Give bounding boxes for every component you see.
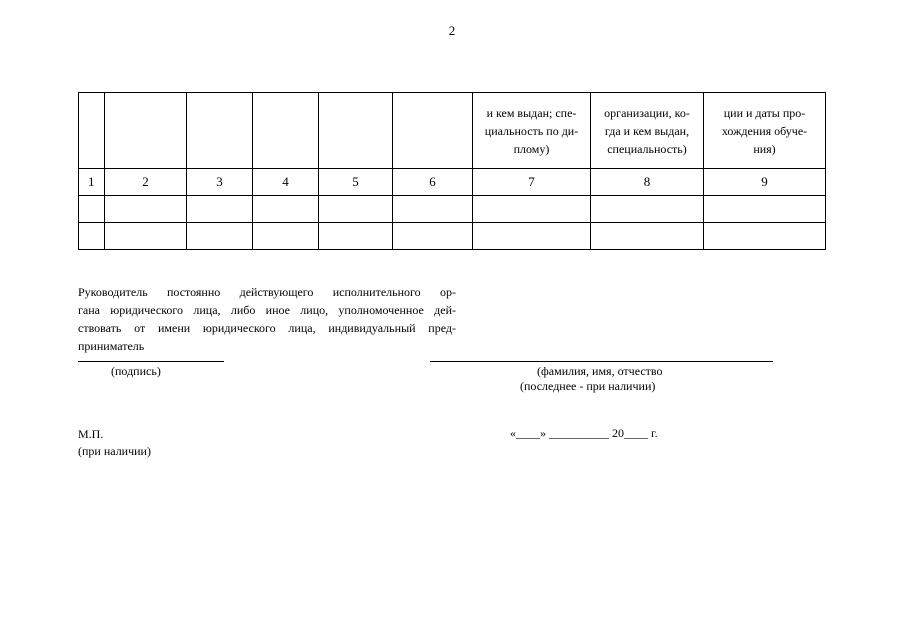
table-column-numbers-row — [79, 169, 826, 196]
column-number-cell: 7 — [473, 169, 591, 196]
column-number-cell: 8 — [591, 169, 704, 196]
table-header-cell — [105, 93, 187, 169]
signatory-line: Руководитель постоянно действующего исполнительного ор- — [78, 285, 456, 299]
signatory-line: гана юридического лица, либо иное лицо, уполномоченное дей- — [78, 303, 456, 317]
table-cell — [253, 196, 319, 223]
column-number-cell: 4 — [253, 169, 319, 196]
table-cell — [591, 223, 704, 250]
table-header-cell — [319, 93, 393, 169]
stamp-label: М.П. — [78, 427, 104, 441]
column-number-cell: 5 — [319, 169, 393, 196]
column-number-cell: 2 — [105, 169, 187, 196]
table-header-cell — [187, 93, 253, 169]
table-header-cell — [393, 93, 473, 169]
table-header-cell — [79, 93, 105, 169]
table-cell — [319, 223, 393, 250]
stamp-block — [78, 426, 151, 460]
table-cell — [473, 223, 591, 250]
table-cell — [187, 196, 253, 223]
name-line — [430, 361, 773, 362]
column-number-cell: 1 — [79, 169, 105, 196]
table-cell — [473, 196, 591, 223]
signatory-line: приниматель — [78, 339, 145, 353]
name-label-note: (последнее - при наличии) — [520, 379, 656, 393]
table-row — [79, 223, 826, 250]
table-cell — [591, 196, 704, 223]
page-number: 2 — [448, 23, 456, 38]
column-number-cell: 9 — [704, 169, 826, 196]
table-cell — [319, 196, 393, 223]
column-number-cell: 6 — [393, 169, 473, 196]
staff-table — [78, 92, 826, 250]
signatory-description — [78, 283, 456, 355]
signature-line — [78, 361, 224, 362]
table-cell — [393, 196, 473, 223]
column-number-cell: 3 — [187, 169, 253, 196]
date-line: «____» __________ 20____ г. — [510, 426, 658, 440]
table-header-cell: и кем выдан; спе- циальность по ди- плому) — [473, 93, 591, 169]
table-header-row — [79, 93, 826, 169]
table-cell — [187, 223, 253, 250]
table-cell — [253, 223, 319, 250]
table-cell — [704, 223, 826, 250]
stamp-note: (при наличии) — [78, 444, 151, 458]
table-cell — [79, 196, 105, 223]
table-header-cell: ции и даты про- хождения обуче- ния) — [704, 93, 826, 169]
table-header-cell — [253, 93, 319, 169]
table-row — [79, 196, 826, 223]
signature-label: (подпись) — [111, 364, 161, 378]
table-cell — [393, 223, 473, 250]
name-label: (фамилия, имя, отчество — [537, 364, 663, 378]
table-header-cell: организации, ко- гда и кем выдан, специальность) — [591, 93, 704, 169]
table-cell — [79, 223, 105, 250]
table-cell — [105, 196, 187, 223]
signatory-line: ствовать от имени юридического лица, индивидуальный пред- — [78, 321, 456, 335]
table-cell — [704, 196, 826, 223]
table-cell — [105, 223, 187, 250]
